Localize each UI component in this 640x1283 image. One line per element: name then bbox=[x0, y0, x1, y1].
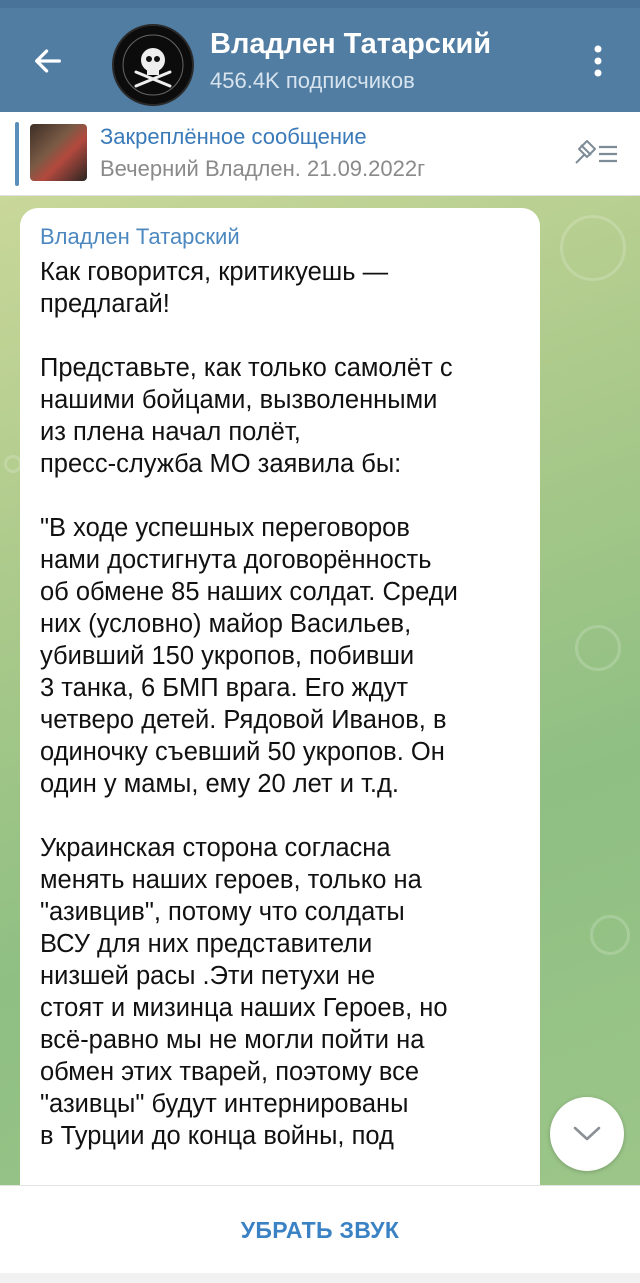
subscriber-count: 456.4K подписчиков bbox=[210, 68, 415, 93]
channel-avatar[interactable] bbox=[112, 24, 194, 106]
back-button[interactable] bbox=[22, 35, 74, 87]
arrow-left-icon bbox=[31, 44, 65, 78]
pinned-thumbnail bbox=[30, 124, 87, 181]
bottom-bar bbox=[0, 1185, 640, 1274]
pinned-list-icon bbox=[571, 139, 619, 169]
message-bubble[interactable] bbox=[20, 208, 540, 1208]
pinned-indicator bbox=[15, 122, 19, 186]
skull-crossbones-icon bbox=[114, 26, 192, 104]
message-paragraph: Украинская сторона согласна менять наших героев, только на "азивцив", потому что солдаты ВСУ для них представители низшей расы .Эти петухи не стоят и мизинца наших Героев, но всё-равно мы не могли пойти на обмен этих тварей, поэтому все "азивцы" будут интернированы в Турции до конца войны, под bbox=[40, 834, 448, 1150]
more-vertical-icon bbox=[593, 44, 603, 78]
status-bar bbox=[0, 0, 640, 8]
message-paragraph: Как говорится, критикуешь — предлагай! bbox=[40, 258, 389, 318]
pinned-message-bar[interactable] bbox=[0, 112, 640, 196]
mute-button[interactable]: УБРАТЬ ЗВУК bbox=[240, 1216, 400, 1243]
pinned-title: Закреплённое сообщение bbox=[100, 124, 367, 149]
scroll-down-button[interactable] bbox=[550, 1097, 624, 1171]
more-options-button[interactable] bbox=[578, 36, 618, 86]
pinned-preview: Вечерний Владлен. 21.09.2022г bbox=[100, 156, 426, 181]
channel-header bbox=[0, 0, 640, 112]
background-doodle bbox=[560, 215, 626, 281]
message-text bbox=[40, 256, 532, 1152]
chevron-down-icon bbox=[572, 1125, 602, 1143]
channel-title[interactable]: Владлен Татарский bbox=[210, 28, 492, 60]
pinned-list-button[interactable] bbox=[568, 134, 622, 174]
message-author[interactable]: Владлен Татарский bbox=[40, 224, 240, 249]
system-nav-bar bbox=[0, 1273, 640, 1283]
message-paragraph: Представьте, как только самолёт с нашими бойцами, вызволенными из плена начал полёт, пресс-служба МО заявила бы: bbox=[40, 354, 453, 478]
background-doodle bbox=[575, 625, 621, 671]
message-paragraph: "В ходе успешных переговоров нами достигнута договорённость об обмене 85 наших солдат. Среди них (условно) майор Васильев, убивший 150 укропов, побивши 3 танка, 6 БМП врага. Его ждут четверо детей. Рядовой Иванов, в одиночку съевший 50 укропов. Он один у мамы, ему 20 лет и т.д. bbox=[40, 514, 458, 798]
background-doodle bbox=[590, 915, 630, 955]
